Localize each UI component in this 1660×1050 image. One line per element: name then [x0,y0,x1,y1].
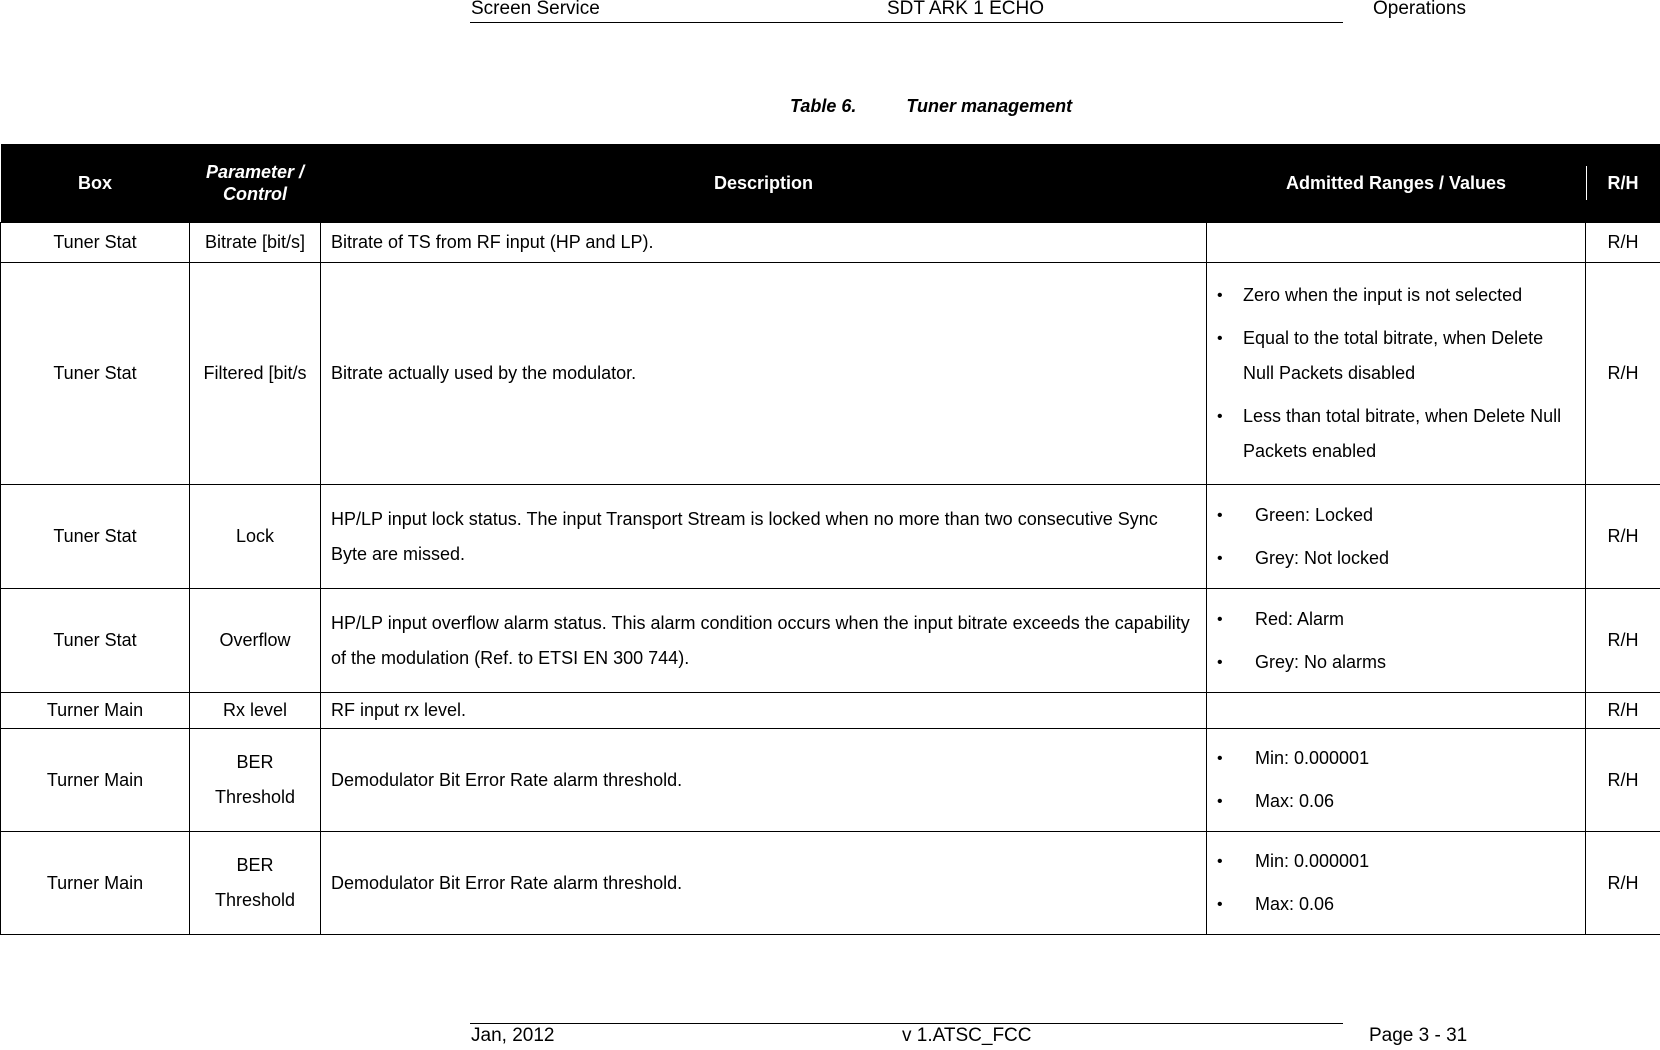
cell-box: Tuner Stat [1,223,190,263]
ranges-list [1217,602,1575,680]
ranges-list-item [1217,887,1575,922]
cell-admitted-ranges [1207,485,1586,589]
column-header-rh: R/H [1586,144,1660,223]
header-right-text: Operations [1373,0,1466,19]
header-center-text: SDT ARK 1 ECHO [887,0,1044,19]
cell-rh: R/H [1586,589,1660,693]
bullet-icon: • [1217,896,1223,913]
table-row [1,223,1660,263]
cell-parameter [190,485,321,589]
header-left-text: Screen Service [471,0,600,19]
bullet-icon: • [1217,506,1223,524]
cell-parameter [190,263,321,485]
cell-admitted-ranges [1207,693,1586,729]
cell-box: Tuner Stat [1,589,190,693]
ranges-list-item [1217,321,1575,391]
ranges-list-item-text: Equal to the total bitrate, when Delete Null Packets disabled [1243,328,1544,383]
cell-parameter-line2: Threshold [214,890,296,910]
table-row [1,485,1660,589]
footer-rule [470,1023,1343,1024]
footer-version: v 1.ATSC_FCC [902,1025,1032,1046]
column-header-parameter-line2: Control [223,184,287,204]
cell-parameter [190,729,321,832]
ranges-list [1217,741,1575,819]
cell-box: Turner Main [1,729,190,832]
footer-date: Jan, 2012 [471,1025,555,1046]
bullet-icon: • [1217,793,1223,810]
cell-rh: R/H [1586,485,1660,589]
table-header-row [1,144,1660,223]
ranges-list-item [1217,602,1575,637]
cell-parameter-line2: Threshold [214,787,296,807]
cell-description: RF input rx level. [321,693,1207,729]
cell-parameter-line1: Overflow [219,630,291,650]
cell-rh: R/H [1586,832,1660,935]
ranges-list-item [1217,645,1575,680]
ranges-list [1217,498,1575,576]
cell-parameter [190,223,321,263]
cell-parameter-line1: Filtered [bit/s [203,363,307,383]
cell-box: Turner Main [1,832,190,935]
bullet-icon: • [1217,408,1223,425]
ranges-list-item-text: Red: Alarm [1255,608,1345,629]
table-row [1,693,1660,729]
cell-admitted-ranges [1207,729,1586,832]
cell-parameter-line1: Rx level [222,700,288,720]
cell-rh: R/H [1586,223,1660,263]
cell-description: Bitrate actually used by the modulator. [321,263,1207,485]
cell-parameter-line1: BER [236,752,274,772]
cell-admitted-ranges [1207,263,1586,485]
bullet-icon: • [1217,287,1223,304]
ranges-list-item [1217,541,1575,576]
cell-parameter-line1: Bitrate [bit/s] [204,232,306,252]
bullet-icon: • [1217,330,1223,347]
table-row [1,589,1660,693]
cell-admitted-ranges [1207,832,1586,935]
tuner-management-table [0,144,1660,935]
cell-admitted-ranges [1207,223,1586,263]
cell-admitted-ranges [1207,589,1586,693]
cell-description: HP/LP input overflow alarm status. This alarm condition occurs when the input bitrate exceeds the capability of the modulation (Ref. to ETSI EN 300 744). [321,589,1207,693]
cell-box: Tuner Stat [1,485,190,589]
page-header [470,0,1475,23]
ranges-list-item-text: Zero when the input is not selected [1243,285,1523,305]
cell-parameter-line1: BER [236,855,274,875]
bullet-icon: • [1217,610,1223,628]
ranges-list-item-text: Grey: Not locked [1255,547,1390,568]
table-caption-title: Tuner management [906,96,1073,116]
table-row [1,263,1660,485]
table-row [1,832,1660,935]
cell-description: HP/LP input lock status. The input Transport Stream is locked when no more than two consecutive Sync Byte are missed. [321,485,1207,589]
column-header-description: Description [321,144,1207,223]
cell-description: Bitrate of TS from RF input (HP and LP). [321,223,1207,263]
bullet-icon: • [1217,549,1223,567]
ranges-list-item-text: Green: Locked [1255,504,1374,525]
cell-rh: R/H [1586,729,1660,832]
cell-rh: R/H [1586,263,1660,485]
column-header-parameter-line1: Parameter / [205,162,305,182]
column-header-ranges: Admitted Ranges / Values [1207,144,1586,223]
column-header-parameter [190,144,321,223]
cell-parameter [190,832,321,935]
cell-box: Turner Main [1,693,190,729]
cell-box: Tuner Stat [1,263,190,485]
ranges-list-item-text: Less than total bitrate, when Delete Null Packets enabled [1243,406,1562,461]
ranges-list-item-text: Grey: No alarms [1255,651,1387,672]
ranges-list-item [1217,399,1575,469]
ranges-list-item [1217,498,1575,533]
ranges-list-item [1217,784,1575,819]
ranges-list-item-text: Max: 0.06 [1255,894,1335,914]
table-caption [790,96,1072,117]
ranges-list-item [1217,741,1575,776]
ranges-list [1217,844,1575,922]
ranges-list-item [1217,844,1575,879]
header-rule [470,22,1343,23]
cell-parameter [190,693,321,729]
bullet-icon: • [1217,750,1223,767]
page-footer [470,1023,1475,1050]
bullet-icon: • [1217,853,1223,870]
cell-parameter-line1: Lock [235,526,275,546]
cell-description: Demodulator Bit Error Rate alarm threshold. [321,832,1207,935]
cell-description: Demodulator Bit Error Rate alarm threshold. [321,729,1207,832]
column-header-box: Box [1,144,190,223]
bullet-icon: • [1217,653,1223,671]
ranges-list-item-text: Max: 0.06 [1255,791,1335,811]
ranges-list-item-text: Min: 0.000001 [1255,851,1370,871]
cell-parameter [190,589,321,693]
ranges-list [1217,278,1575,469]
footer-page-number: Page 3 - 31 [1369,1025,1468,1046]
ranges-list-item-text: Min: 0.000001 [1255,748,1370,768]
table-row [1,729,1660,832]
cell-rh: R/H [1586,693,1660,729]
table-caption-number: Table 6. [790,96,857,116]
ranges-list-item [1217,278,1575,313]
